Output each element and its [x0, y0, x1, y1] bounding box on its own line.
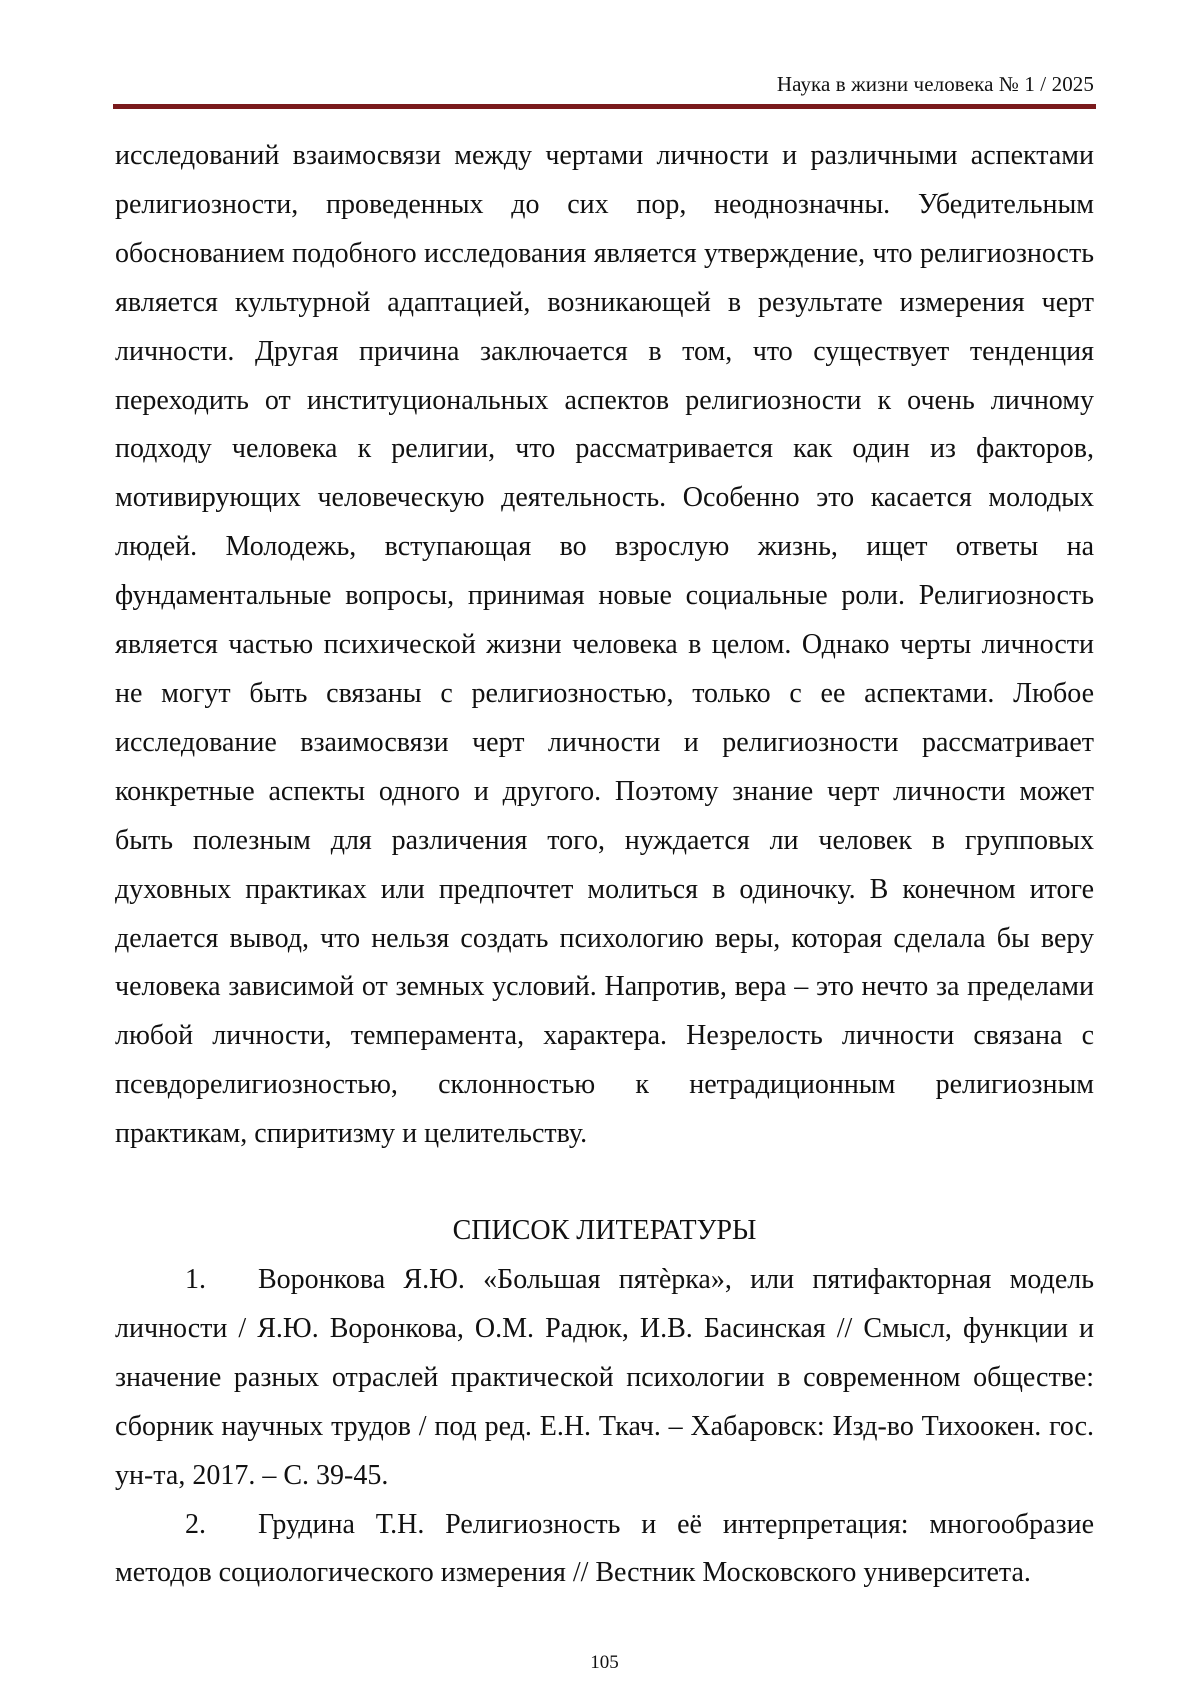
reference-list: [115, 1256, 1094, 1598]
reference-number: 1.: [185, 1256, 258, 1305]
page-number: 105: [115, 1652, 1094, 1675]
body-paragraph: исследований взаимосвязи между чертами личности и различными аспектами религиозности, проведенных до сих пор, неоднозначны. Убедительным обоснованием подобного исследования является утверждение, что религиозность является культурной адаптацией, возникающей в результате измерения черт личности. Другая причина заключается в том, что существует тенденция переходить от институциональных аспектов религиозности к очень личному подходу человека к религии, что рассматривается как один из факторов, мотивирующих человеческую деятельность. Особенно это касается молодых людей. Молодежь, вступающая во взрослую жизнь, ищет ответы на фундаментальные вопросы, принимая новые социальные роли. Религиозность является частью психической жизни человека в целом. Однако черты личности не могут быть связаны с религиозностью, только с ее аспектами. Любое исследование взаимосвязи черт личности и религиозности рассматривает конкретные аспекты одного и другого. Поэтому знание черт личности может быть полезным для различения того, нуждается ли человек в групповых духовных практиках или предпочтет молиться в одиночку. В конечном итоге делается вывод, что нельзя создать психологию веры, которая сделала бы веру человека зависимой от земных условий. Напротив, вера – это нечто за пределами любой личности, темперамента, характера. Незрелость личности связана с псевдорелигиозностью, склонностью к нетрадиционным религиозным практикам, спиритизму и целительству.: [115, 132, 1094, 1159]
running-header: Наука в жизни человека № 1 / 2025: [115, 72, 1094, 97]
reference-item-1: [115, 1256, 1094, 1501]
document-page: [0, 0, 1200, 1697]
header-rule-divider: [113, 104, 1096, 109]
reference-item-2: [115, 1501, 1094, 1599]
reference-text: Грудина Т.Н. Религиозность и её интерпретация: многообразие методов социологического измерения // Вестник Московского университета.: [115, 1509, 1094, 1589]
references-heading: СПИСОК ЛИТЕРАТУРЫ: [115, 1207, 1094, 1256]
reference-text: Воронкова Я.Ю. «Большая пятѐрка», или пятифакторная модель личности / Я.Ю. Воронкова, О.М. Радюк, И.В. Басинская // Смысл, функции и значение разных отраслей практической психологии в современном обществе: сборник научных трудов / под ред. Е.Н. Ткач. – Хабаровск: Изд-во Тихоокен. гос. ун-та, 2017. – С. 39-45.: [115, 1264, 1094, 1491]
reference-number: 2.: [185, 1501, 258, 1550]
